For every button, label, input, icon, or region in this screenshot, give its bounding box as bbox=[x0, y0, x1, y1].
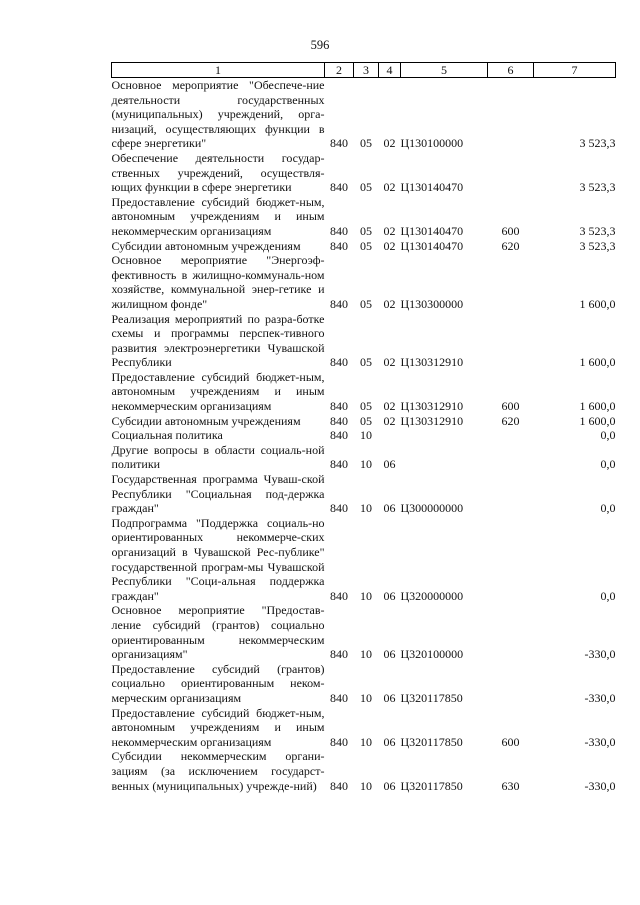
row-amount: -330,0 bbox=[584, 734, 616, 749]
row-name: Субсидии автономным учреждениям bbox=[111, 413, 301, 428]
row-expense-type: 600 bbox=[501, 734, 520, 749]
row-ministry-code: 840 bbox=[330, 296, 348, 311]
row-expense-type bbox=[488, 603, 534, 661]
row-section: 10 bbox=[360, 734, 372, 749]
row-target-article bbox=[401, 428, 488, 443]
row-section: 05 bbox=[360, 399, 372, 414]
row-subsection: 02 bbox=[383, 413, 396, 428]
row-subsection: 02 bbox=[383, 296, 396, 311]
row-target-article: Ц130140470 bbox=[400, 238, 464, 253]
row-subsection: 06 bbox=[383, 734, 396, 749]
row-name: Предоставление субсидий бюджет-ным, автономным учреждениям и иным некоммерческим организациям bbox=[111, 369, 325, 414]
row-amount: 3 523,3 bbox=[579, 238, 616, 253]
row-amount: 1 600,0 bbox=[579, 296, 616, 311]
row-subsection: 02 bbox=[383, 180, 396, 195]
row-subsection: 06 bbox=[383, 501, 396, 516]
row-ministry-code: 840 bbox=[330, 136, 348, 151]
row-subsection: 06 bbox=[383, 588, 396, 603]
table-row bbox=[112, 428, 616, 443]
row-section: 05 bbox=[360, 136, 372, 151]
table-row bbox=[112, 253, 616, 311]
row-expense-type bbox=[488, 662, 534, 706]
row-expense-type bbox=[488, 472, 534, 516]
row-ministry-code: 840 bbox=[330, 501, 348, 516]
row-expense-type bbox=[488, 312, 534, 370]
row-name: Предоставление субсидий бюджет-ным, автономным учреждениям и иным некоммерческим организациям bbox=[111, 194, 325, 238]
row-subsection: 06 bbox=[383, 457, 396, 472]
row-amount: 0,0 bbox=[600, 588, 616, 603]
row-subsection bbox=[379, 428, 401, 443]
row-expense-type: 630 bbox=[501, 778, 520, 793]
row-section: 10 bbox=[360, 778, 372, 793]
row-amount: 1 600,0 bbox=[579, 413, 616, 428]
header-col-4: 4 bbox=[379, 63, 401, 78]
table-row bbox=[112, 78, 616, 151]
row-amount: 3 523,3 bbox=[579, 136, 616, 151]
row-amount: 1 600,0 bbox=[579, 355, 616, 370]
header-col-1: 1 bbox=[112, 63, 325, 78]
row-name: Основное мероприятие "Предостав-ление субсидий (грантов) социально ориентированным некоммерческим организациям" bbox=[111, 603, 325, 662]
row-subsection: 06 bbox=[383, 778, 396, 793]
row-amount: -330,0 bbox=[584, 778, 616, 793]
row-ministry-code: 840 bbox=[330, 588, 348, 603]
table-row bbox=[112, 516, 616, 604]
table-row bbox=[112, 662, 616, 706]
budget-table bbox=[111, 62, 616, 793]
row-expense-type: 600 bbox=[501, 223, 520, 238]
row-amount: 0,0 bbox=[600, 428, 616, 443]
row-target-article: Ц130140470 bbox=[400, 223, 464, 238]
page-number: 596 bbox=[310, 38, 330, 52]
row-section: 05 bbox=[360, 238, 372, 253]
row-ministry-code: 840 bbox=[330, 413, 348, 428]
row-target-article bbox=[401, 443, 488, 472]
row-ministry-code: 840 bbox=[330, 457, 348, 472]
table-row bbox=[112, 749, 616, 793]
row-target-article: Ц320100000 bbox=[400, 647, 464, 662]
row-name: Основное мероприятие "Энергоэф-фективность в жилищно-коммуналь-ном хозяйстве, коммунальной энер-гетике и жилищном фонде" bbox=[111, 253, 325, 311]
row-section: 10 bbox=[360, 588, 372, 603]
table-row bbox=[112, 472, 616, 516]
row-target-article: Ц130300000 bbox=[400, 296, 464, 311]
row-amount: 0,0 bbox=[600, 457, 616, 472]
row-name: Предоставление субсидий бюджет-ным, автономным учреждениям и иным некоммерческим организациям bbox=[111, 705, 325, 749]
header-col-6: 6 bbox=[488, 63, 534, 78]
row-name: Подпрограмма "Поддержка социаль-но ориентированных некоммерче-ских организаций в Чувашской Рес-публике" государственной програм-мы Чувашской Республики "Соци-альная поддержка граждан" bbox=[111, 515, 325, 603]
table-row bbox=[112, 603, 616, 661]
table-row bbox=[112, 414, 616, 429]
row-subsection: 02 bbox=[383, 399, 396, 414]
row-section: 10 bbox=[360, 428, 372, 443]
row-amount: -330,0 bbox=[584, 690, 616, 705]
row-ministry-code: 840 bbox=[330, 647, 348, 662]
header-col-2: 2 bbox=[325, 63, 354, 78]
row-target-article: Ц130100000 bbox=[400, 136, 464, 151]
table-row bbox=[112, 443, 616, 472]
row-amount: 3 523,3 bbox=[579, 223, 616, 238]
row-expense-type bbox=[488, 443, 534, 472]
row-section: 10 bbox=[360, 647, 372, 662]
row-target-article: Ц300000000 bbox=[400, 501, 464, 516]
row-name: Социальная политика bbox=[111, 428, 223, 443]
row-target-article: Ц320117850 bbox=[400, 734, 463, 749]
row-amount: -330,0 bbox=[584, 647, 616, 662]
table-row bbox=[112, 239, 616, 254]
row-name: Обеспечение деятельности государ-ственных учреждений, осуществля-ющих функции в сфере энергетики bbox=[111, 150, 325, 195]
row-expense-type: 600 bbox=[501, 399, 520, 414]
row-expense-type: 620 bbox=[501, 238, 520, 253]
table-row bbox=[112, 370, 616, 414]
table-row bbox=[112, 312, 616, 370]
row-section: 05 bbox=[360, 413, 372, 428]
row-expense-type bbox=[488, 151, 534, 195]
header-col-7: 7 bbox=[534, 63, 616, 78]
row-section: 10 bbox=[360, 501, 372, 516]
row-name: Реализация мероприятий по разра-ботке схемы и программы перспек-тивного развития электроэнергетики Чувашской Республики bbox=[111, 311, 325, 370]
row-name: Субсидии автономным учреждениям bbox=[111, 238, 301, 253]
table-row bbox=[112, 706, 616, 750]
row-subsection: 02 bbox=[383, 238, 396, 253]
row-subsection: 02 bbox=[383, 355, 396, 370]
row-ministry-code: 840 bbox=[330, 223, 348, 238]
row-section: 05 bbox=[360, 223, 372, 238]
row-expense-type bbox=[488, 253, 534, 311]
header-col-3: 3 bbox=[354, 63, 379, 78]
row-amount: 1 600,0 bbox=[579, 399, 616, 414]
row-section: 05 bbox=[360, 355, 372, 370]
row-ministry-code: 840 bbox=[330, 428, 348, 443]
row-ministry-code: 840 bbox=[330, 734, 348, 749]
row-section: 10 bbox=[360, 457, 372, 472]
table-row bbox=[112, 151, 616, 195]
row-target-article: Ц130140470 bbox=[400, 180, 464, 195]
row-expense-type: 620 bbox=[501, 413, 520, 428]
row-target-article: Ц130312910 bbox=[400, 355, 464, 370]
row-name: Государственная программа Чуваш-ской Республики "Социальная под-держка граждан" bbox=[111, 472, 325, 516]
row-subsection: 02 bbox=[383, 223, 396, 238]
header-col-5: 5 bbox=[401, 63, 488, 78]
row-name: Субсидии некоммерческим органи-зациям (за исключением государст-венных (муниципальных) учрежде-ний) bbox=[111, 749, 325, 793]
row-target-article: Ц130312910 bbox=[400, 413, 464, 428]
row-amount: 3 523,3 bbox=[579, 180, 616, 195]
row-amount: 0,0 bbox=[600, 501, 616, 516]
row-ministry-code: 840 bbox=[330, 690, 348, 705]
header-row bbox=[112, 63, 616, 78]
row-target-article: Ц320000000 bbox=[400, 588, 464, 603]
row-name: Предоставление субсидий (грантов) социально ориентированным неком-мерческим организациям bbox=[111, 661, 325, 705]
row-ministry-code: 840 bbox=[330, 778, 348, 793]
row-target-article: Ц320117850 bbox=[400, 690, 463, 705]
row-ministry-code: 840 bbox=[330, 238, 348, 253]
row-subsection: 06 bbox=[383, 647, 396, 662]
row-ministry-code: 840 bbox=[330, 180, 348, 195]
row-expense-type bbox=[488, 516, 534, 604]
row-subsection: 02 bbox=[383, 136, 396, 151]
row-name: Основное мероприятие "Обеспече-ние деятельности государственных (муниципальных) учреждений, орга-низаций, осуществляющих функции в сфере энергетики" bbox=[111, 78, 325, 151]
row-target-article: Ц320117850 bbox=[400, 778, 463, 793]
row-section: 05 bbox=[360, 180, 372, 195]
row-name: Другие вопросы в области социаль-ной политики bbox=[111, 442, 325, 472]
row-ministry-code: 840 bbox=[330, 399, 348, 414]
row-subsection: 06 bbox=[383, 690, 396, 705]
row-expense-type bbox=[488, 428, 534, 443]
row-section: 10 bbox=[360, 690, 372, 705]
row-ministry-code: 840 bbox=[330, 355, 348, 370]
row-section: 05 bbox=[360, 296, 372, 311]
row-target-article: Ц130312910 bbox=[400, 399, 464, 414]
row-expense-type bbox=[488, 78, 534, 151]
table-row bbox=[112, 195, 616, 239]
